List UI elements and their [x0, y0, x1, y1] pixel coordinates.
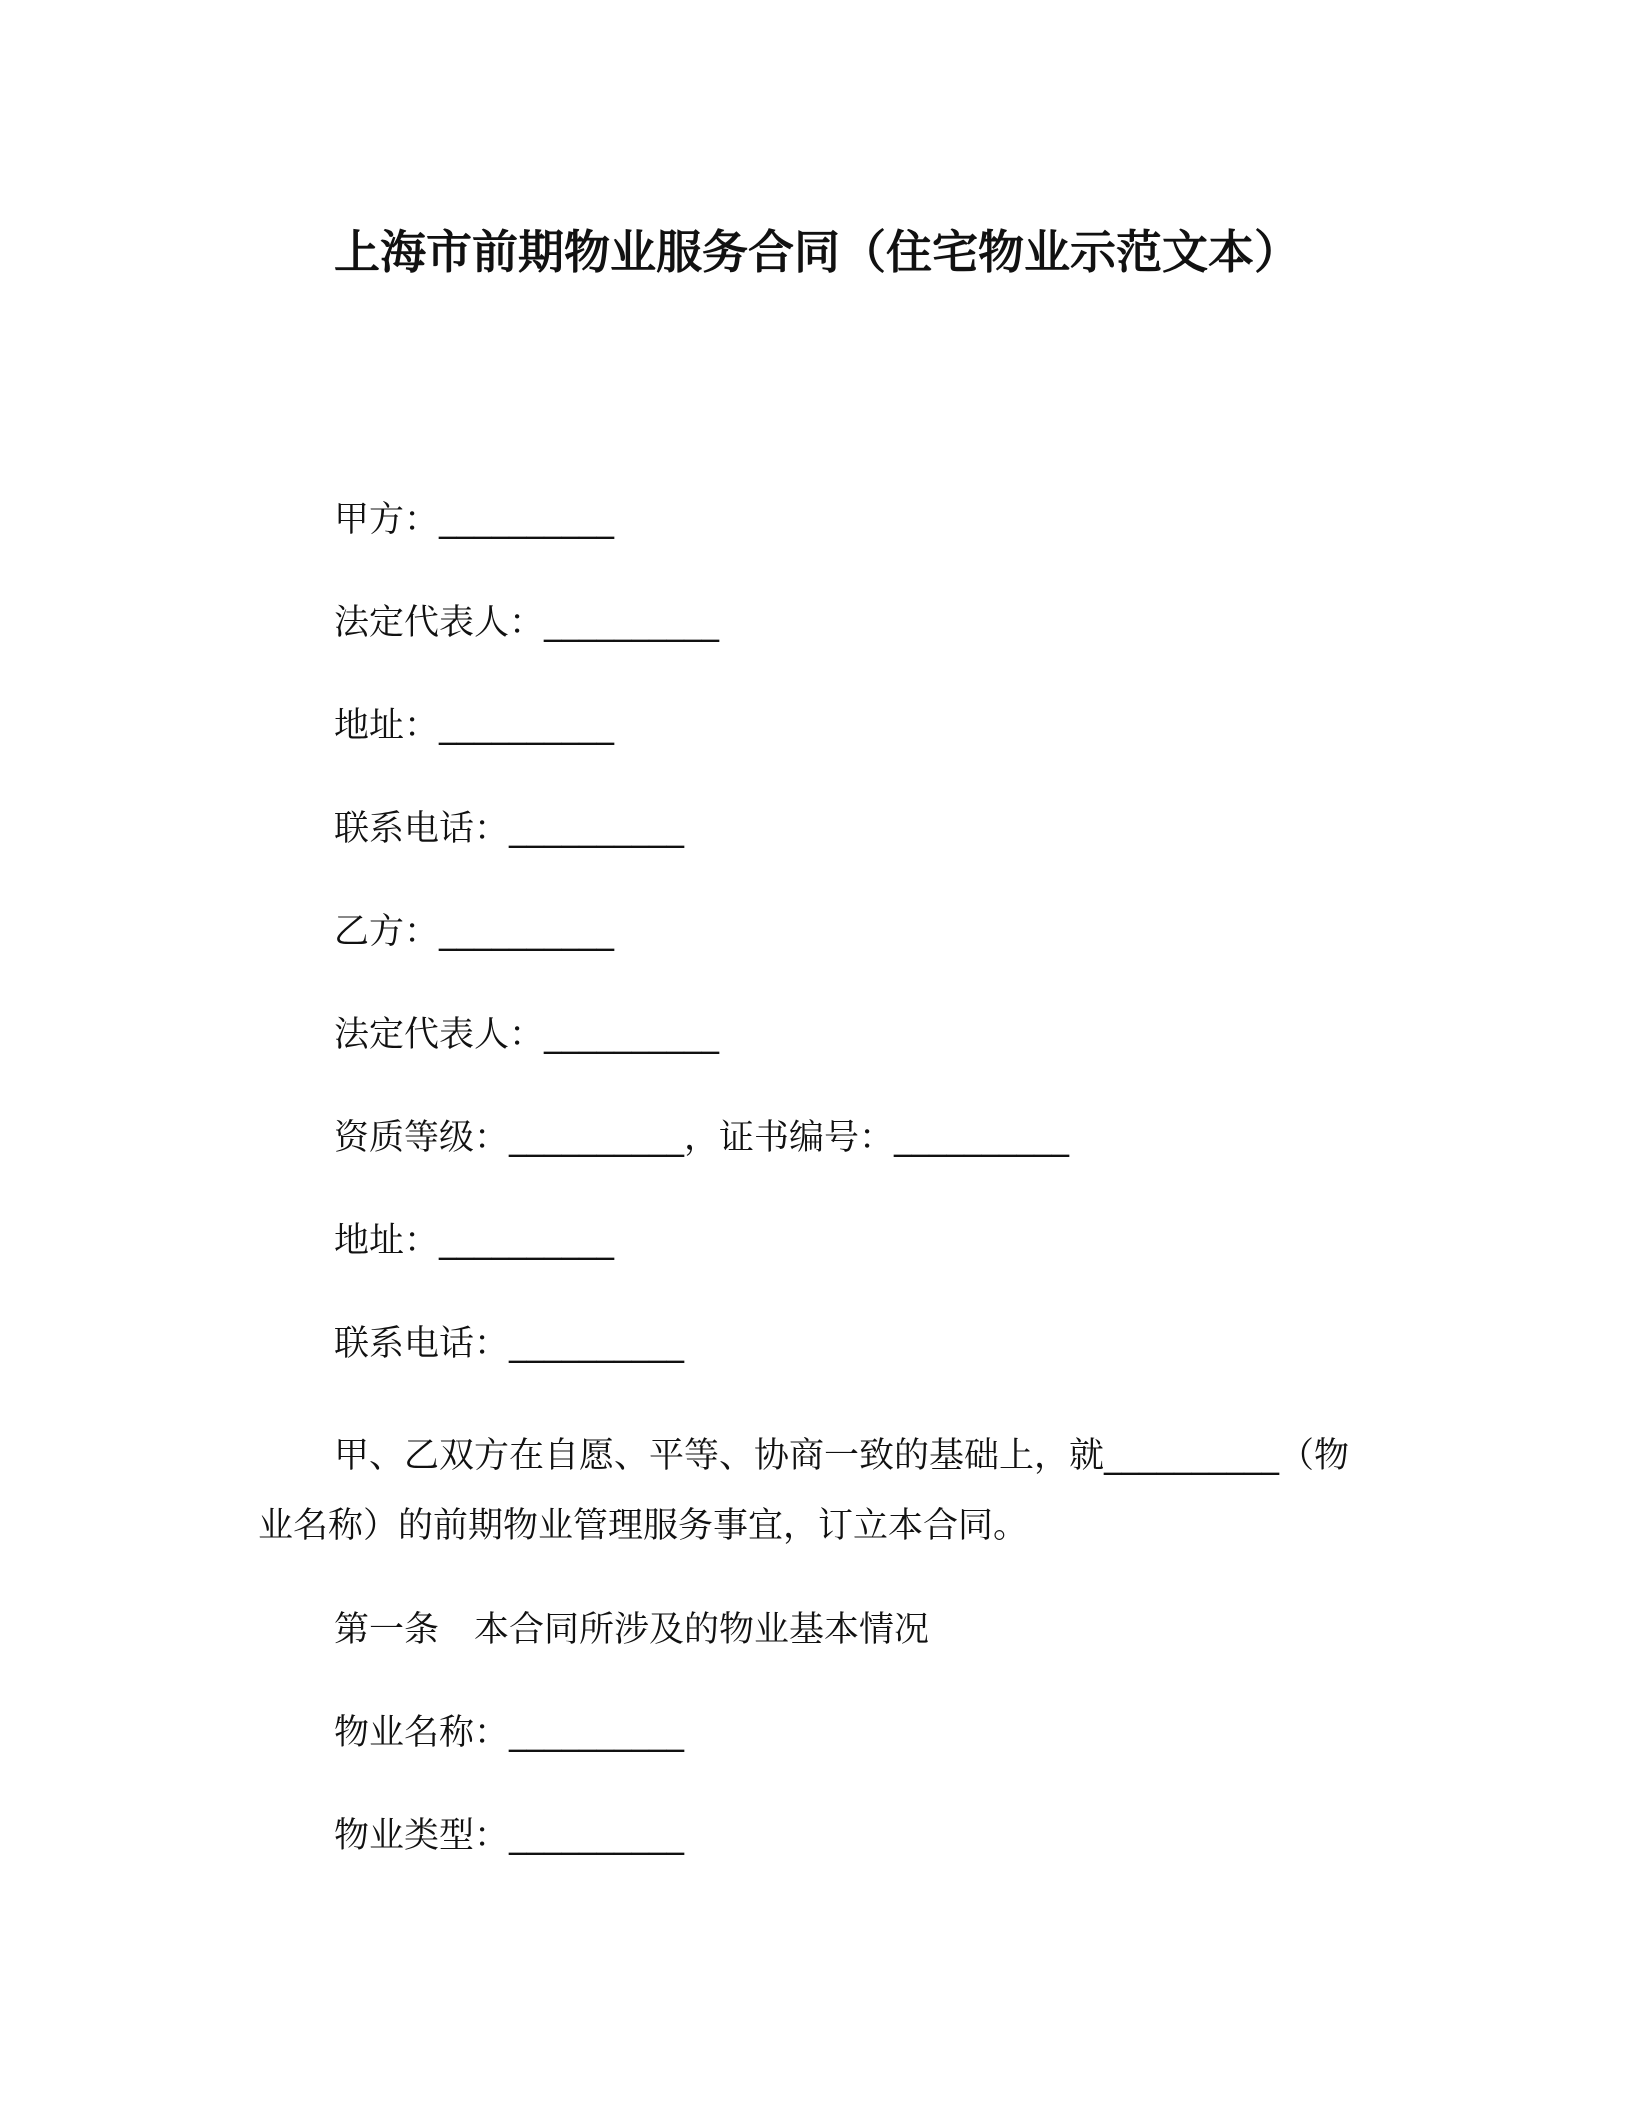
party-b-representative-field: 法定代表人：__________: [334, 1015, 720, 1055]
party-a-phone-field: 联系电话：__________: [334, 809, 685, 849]
party-b-name-field: 乙方：__________: [334, 912, 615, 952]
party-a-name-field: 甲方：__________: [334, 500, 615, 540]
document-title: 上海市前期物业服务合同（住宅物业示范文本）: [334, 225, 1300, 279]
party-b-address-field: 地址：__________: [334, 1221, 615, 1261]
party-b-phone-field: 联系电话：__________: [334, 1324, 685, 1364]
party-a-representative-field: 法定代表人：__________: [334, 603, 720, 643]
party-b-qualification-field: 资质等级：__________，证书编号：__________: [334, 1118, 1070, 1158]
article-1-heading: 第一条 本合同所涉及的物业基本情况: [334, 1610, 930, 1650]
property-type-field: 物业类型：__________: [334, 1816, 685, 1856]
property-name-field: 物业名称：__________: [334, 1713, 685, 1753]
intro-paragraph: 甲、乙双方在自愿、平等、协商一致的基础上，就__________（物业名称）的前期物业管理服务事宜，订立本合同。: [258, 1436, 1350, 1546]
party-a-address-field: 地址：__________: [334, 706, 615, 746]
